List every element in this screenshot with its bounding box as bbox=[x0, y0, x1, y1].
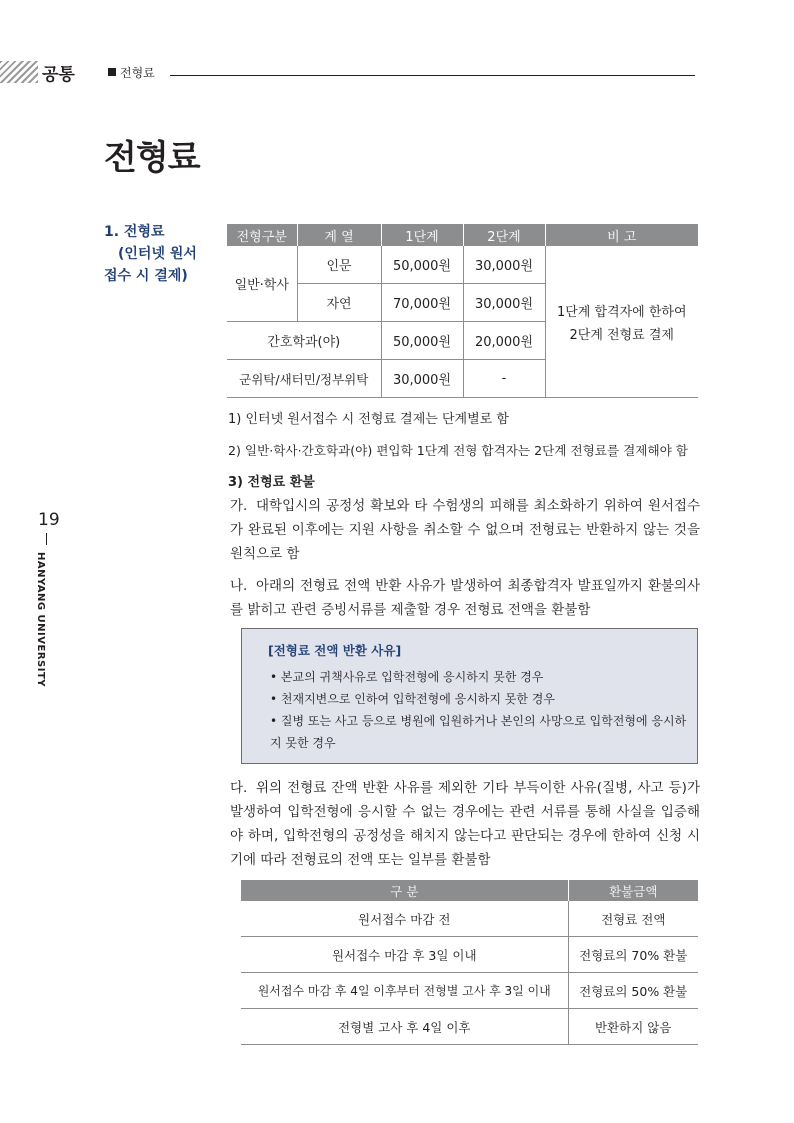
stage2-fee: 30,000원 bbox=[463, 284, 545, 322]
page-number: 19 bbox=[38, 510, 60, 530]
header-category: 공통 bbox=[42, 65, 75, 85]
item-text: 위의 전형료 잔액 반환 사유를 제외한 기타 부득이한 사유(질병, 사고 등)가 발생하여 입학전형에 응시할 수 없는 경우에는 관련 서류를 통해 사실을 입증해야 하며, 입학전형의 공정성을 해치지 않는다고 판단되는 경우에 한하여 신청 시기에 따라 전형료의 전액 또는 일부를 환불함 bbox=[230, 780, 700, 868]
box-title: [전형료 전액 반환 사유] bbox=[268, 643, 402, 658]
period-cell: 원서접수 마감 후 3일 이내 bbox=[241, 937, 568, 973]
section-heading bbox=[104, 221, 214, 287]
track-cell: 자연 bbox=[297, 284, 381, 322]
note-2: 2) 일반·학사·간호학과(야) 편입학 1단계 전형 합격자는 2단계 전형료를 결제해야 함 bbox=[228, 443, 688, 458]
header-cell: 전형구분 bbox=[227, 224, 297, 246]
refund-table bbox=[241, 880, 698, 1045]
list-item: • 질병 또는 사고 등으로 병원에 입원하거나 본인의 사망으로 입학전형에 응시하지 못한 경우 bbox=[270, 714, 687, 750]
fee-table bbox=[227, 224, 698, 398]
item-marker: 다. bbox=[230, 780, 248, 796]
breadcrumb: 전형료 bbox=[120, 66, 155, 80]
note-3-heading: 3) 전형료 환불 bbox=[228, 475, 315, 490]
table-row bbox=[241, 901, 698, 937]
section-heading-line2: (인터넷 원서 bbox=[118, 246, 197, 262]
section-heading-line1: 1. 전형료 bbox=[104, 224, 165, 240]
item-marker: 가. bbox=[230, 498, 248, 514]
table-row bbox=[227, 246, 698, 284]
header-hatch-decoration bbox=[0, 61, 38, 83]
page-title: 전형료 bbox=[104, 138, 200, 178]
header-cell: 2단계 bbox=[463, 224, 545, 246]
track-cell: 인문 bbox=[297, 246, 381, 284]
amount-cell: 전형료의 70% 환불 bbox=[568, 937, 698, 973]
header-cell: 환불금액 bbox=[568, 880, 698, 901]
university-name: HANYANG UNIVERSITY bbox=[35, 552, 46, 688]
track-cell: 간호학과(야) bbox=[227, 322, 381, 360]
table-row bbox=[241, 973, 698, 1009]
remark-line: 2단계 전형료 결제 bbox=[569, 327, 674, 343]
amount-cell: 전형료 전액 bbox=[568, 901, 698, 937]
refund-table-header bbox=[241, 880, 698, 901]
stage1-fee: 30,000원 bbox=[381, 360, 463, 398]
group-cell: 일반·학사 bbox=[227, 246, 297, 322]
header-cell: 계 열 bbox=[297, 224, 381, 246]
stage1-fee: 50,000원 bbox=[381, 322, 463, 360]
stage2-fee: 30,000원 bbox=[463, 246, 545, 284]
header-cell: 1단계 bbox=[381, 224, 463, 246]
item-text: 대학입시의 공정성 확보와 타 수험생의 피해를 최소화하기 위하여 원서접수가 완료된 이후에는 지원 사항을 취소할 수 없으며 전형료는 반환하지 않는 것을 원칙으로 함 bbox=[230, 498, 700, 562]
stage1-fee: 50,000원 bbox=[381, 246, 463, 284]
refund-item-da bbox=[230, 776, 700, 872]
amount-cell: 반환하지 않음 bbox=[568, 1009, 698, 1045]
header-rule bbox=[170, 75, 695, 76]
square-bullet-icon bbox=[108, 68, 116, 76]
item-text: 아래의 전형료 전액 반환 사유가 발생하여 최종합격자 발표일까지 환불의사를 밝히고 관련 증빙서류를 제출할 경우 전형료 전액을 환불함 bbox=[230, 578, 700, 618]
header-cell: 비 고 bbox=[545, 224, 698, 246]
stage2-fee: 20,000원 bbox=[463, 322, 545, 360]
period-cell: 전형별 고사 후 4일 이후 bbox=[241, 1009, 568, 1045]
refund-item-ga bbox=[230, 494, 700, 566]
page-number-divider bbox=[46, 533, 47, 545]
list-item: • 천재지변으로 인하여 입학전형에 응시하지 못한 경우 bbox=[270, 692, 555, 706]
section-heading-line3: 접수 시 결제) bbox=[104, 268, 188, 284]
remark-cell bbox=[545, 246, 698, 398]
table-row bbox=[241, 937, 698, 973]
refund-item-na bbox=[230, 574, 700, 622]
stage1-fee: 70,000원 bbox=[381, 284, 463, 322]
period-cell: 원서접수 마감 전 bbox=[241, 901, 568, 937]
amount-cell: 전형료의 50% 환불 bbox=[568, 973, 698, 1009]
fee-table-header bbox=[227, 224, 698, 246]
item-marker: 나. bbox=[230, 578, 248, 594]
header-cell: 구 분 bbox=[241, 880, 568, 901]
stage2-fee: - bbox=[463, 360, 545, 398]
note-1: 1) 인터넷 원서접수 시 전형료 결제는 단계별로 함 bbox=[228, 412, 509, 427]
list-item: • 본교의 귀책사유로 입학전형에 응시하지 못한 경우 bbox=[270, 670, 544, 684]
period-cell: 원서접수 마감 후 4일 이후부터 전형별 고사 후 3일 이내 bbox=[241, 973, 568, 1009]
table-row bbox=[241, 1009, 698, 1045]
track-cell: 군위탁/새터민/정부위탁 bbox=[227, 360, 381, 398]
remark-line: 1단계 합격자에 한하여 bbox=[556, 304, 687, 320]
